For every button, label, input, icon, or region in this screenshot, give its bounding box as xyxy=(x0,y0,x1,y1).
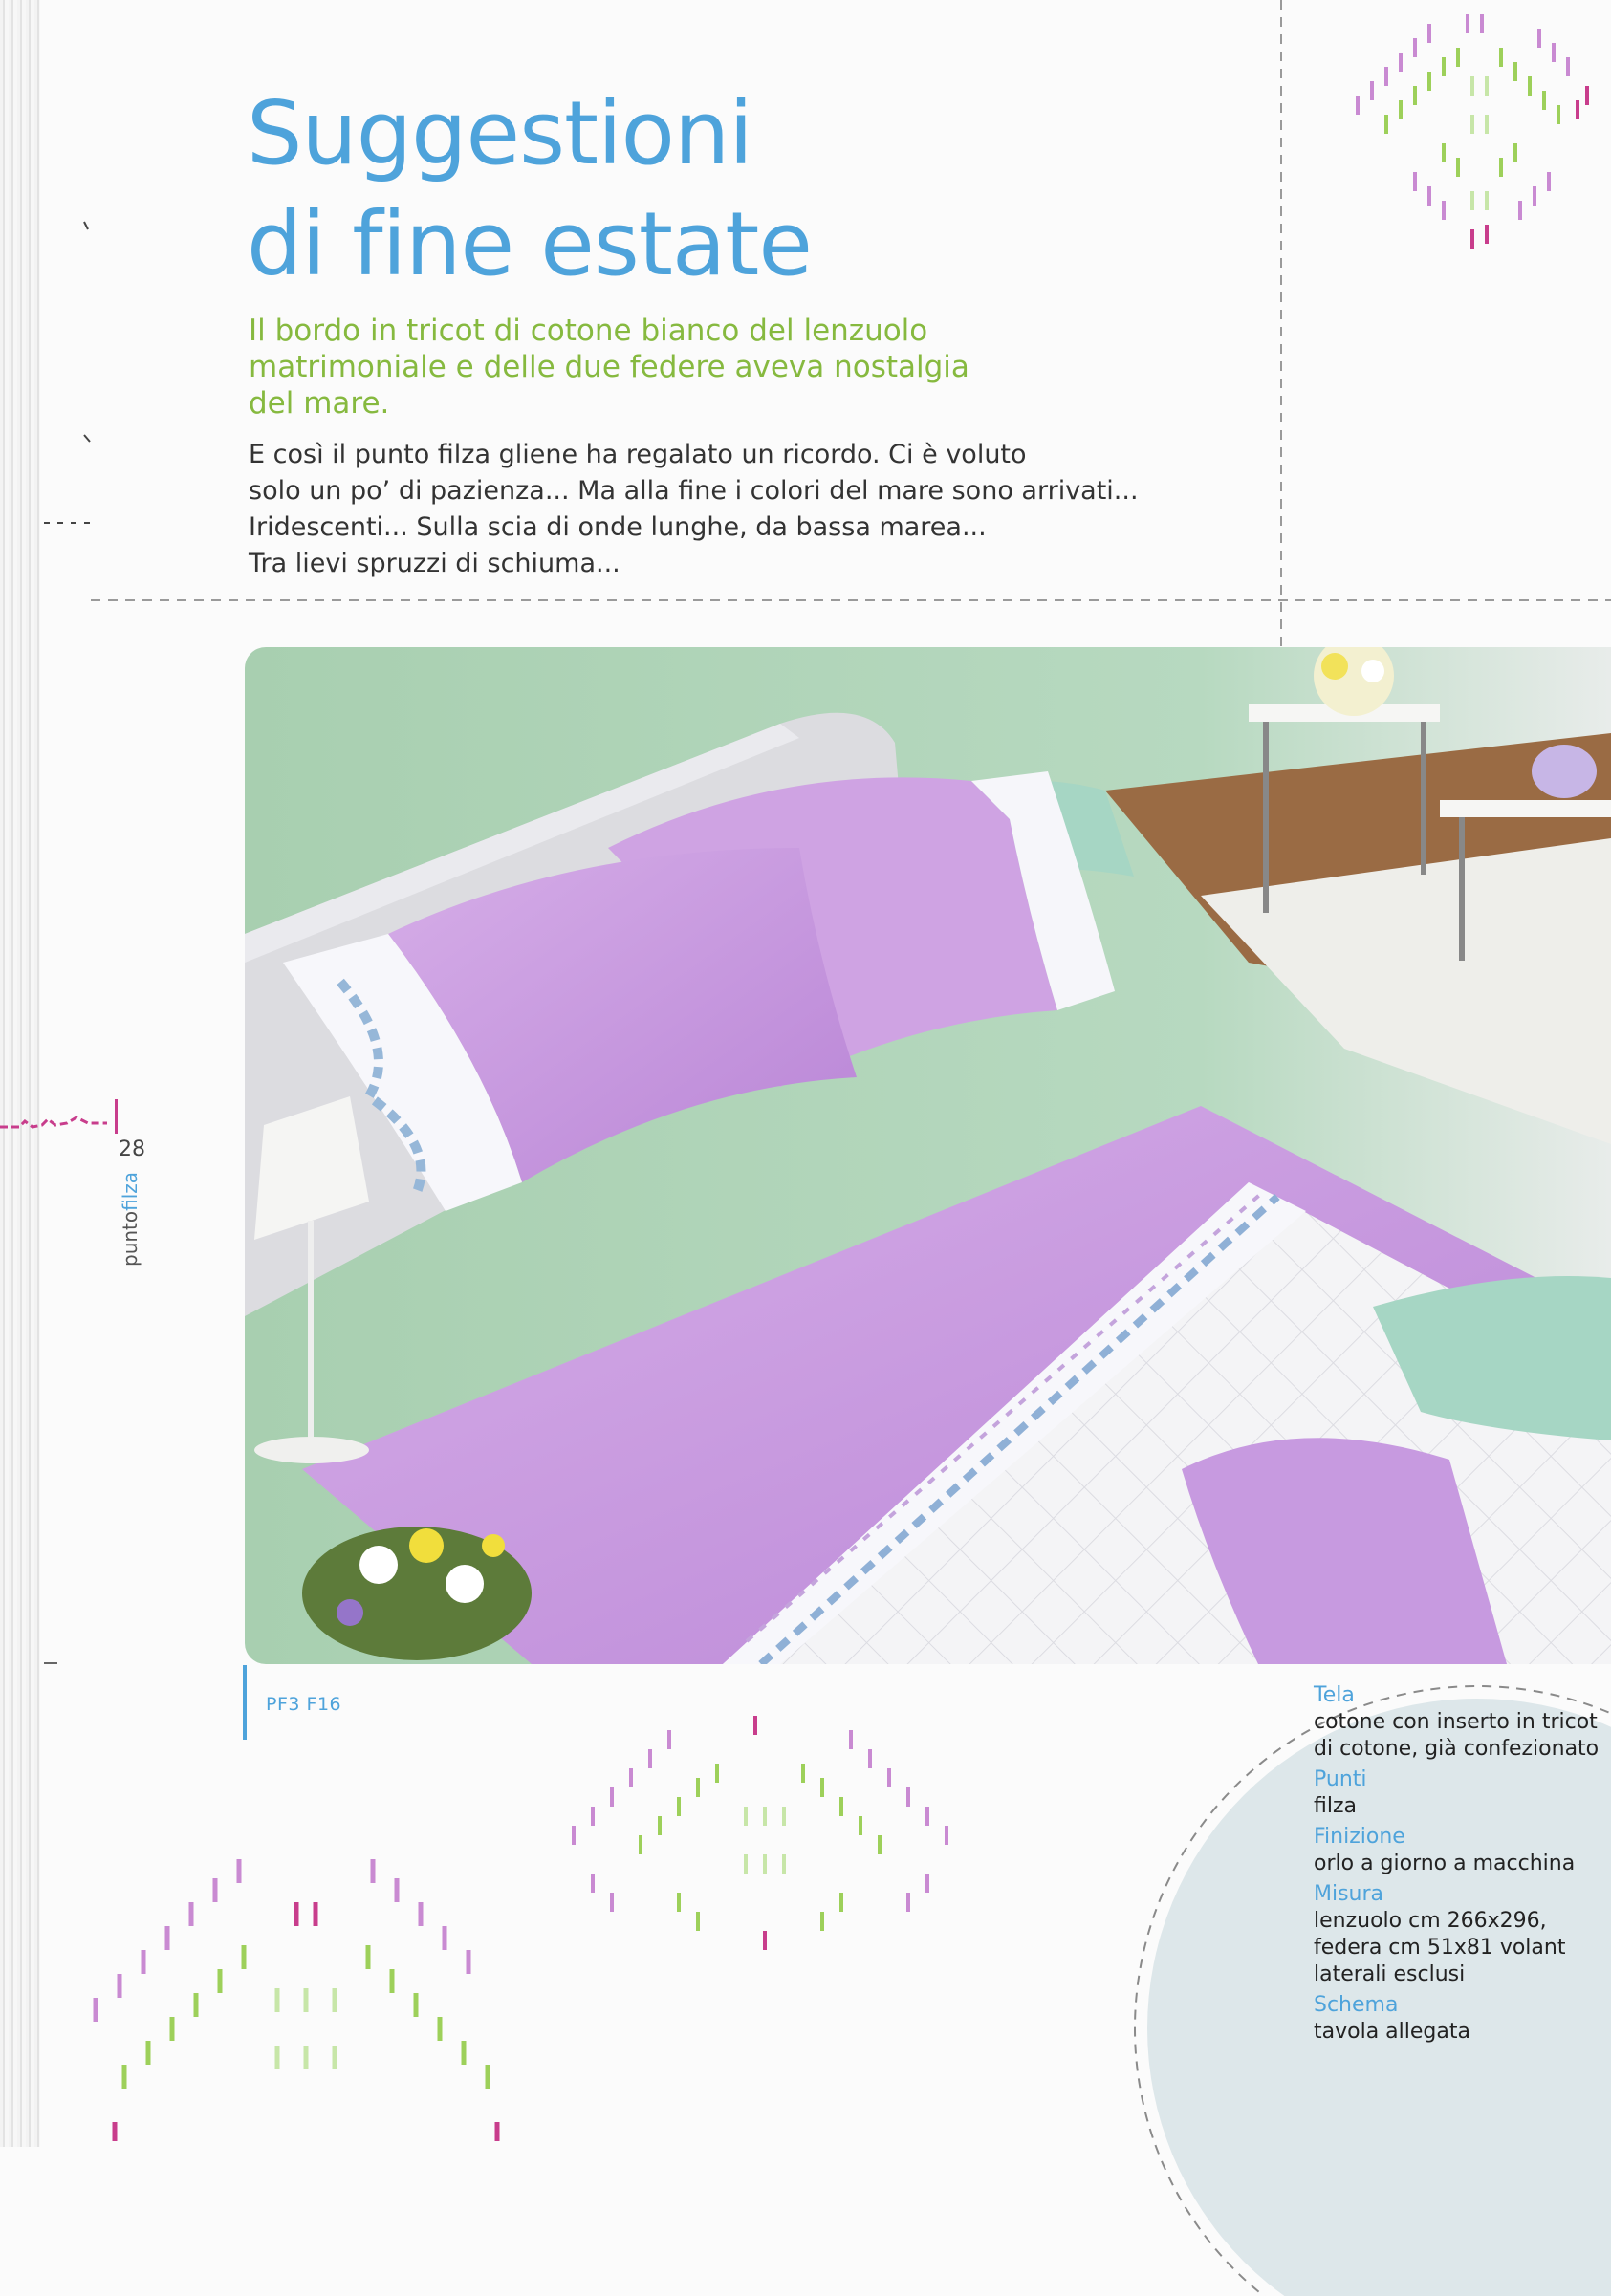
spec-value-punti: filza xyxy=(1314,1794,1357,1818)
section-marker xyxy=(0,1104,120,1142)
body-line-3: Iridescenti... Sulla scia di onde lunghe, da bassa marea... xyxy=(249,512,987,542)
subtitle xyxy=(249,313,1205,422)
bedroom-photo xyxy=(245,647,1611,1664)
title-line-1: Suggestioni xyxy=(247,82,752,184)
spec-label-punti: Punti xyxy=(1314,1767,1367,1791)
spec-value-tela: cotone con inserto in tricot di cotone, già confezionato xyxy=(1314,1710,1600,1761)
stitch-motif-bottom-left xyxy=(86,1845,545,2147)
spec-value-schema: tavola allegata xyxy=(1314,2020,1470,2044)
spec-label-tela: Tela xyxy=(1314,1683,1355,1707)
spec-label-finizione: Finizione xyxy=(1314,1825,1405,1849)
specs-panel xyxy=(1314,1682,1600,2049)
section-label-part-1: punto xyxy=(119,1210,142,1267)
body-paragraph xyxy=(249,437,1300,582)
body-line-4: Tra lievi spruzzi di schiuma... xyxy=(249,549,620,578)
stitch-motif-bottom-center xyxy=(564,1711,966,1960)
body-line-2: solo un po’ di pazienza... Ma alla fine i colori del mare sono arrivati... xyxy=(249,476,1139,506)
title-line-2: di fine estate xyxy=(247,193,812,295)
spec-label-schema: Schema xyxy=(1314,1993,1399,2017)
subtitle-line-2: matrimoniale e delle due federe aveva nostalgia xyxy=(249,350,969,384)
page-number: 28 xyxy=(119,1137,145,1161)
spec-value-finizione: orlo a giorno a macchina xyxy=(1314,1852,1576,1875)
spec-value-misura: lenzuolo cm 266x296, federa cm 51x81 volant laterali esclusi xyxy=(1314,1909,1566,1986)
subtitle-line-3: del mare. xyxy=(249,386,390,421)
stitch-motif-top-right xyxy=(1348,10,1597,258)
page-title xyxy=(247,78,812,300)
photo-code: PF3 F16 xyxy=(266,1694,342,1715)
photo-code-bar xyxy=(243,1665,247,1740)
section-label-part-2: filza xyxy=(119,1171,142,1211)
body-line-1: E così il punto filza gliene ha regalato un ricordo. Ci è voluto xyxy=(249,440,1027,469)
section-bar xyxy=(115,1099,118,1134)
spec-label-misura: Misura xyxy=(1314,1882,1384,1906)
section-label xyxy=(119,1109,157,1281)
subtitle-line-1: Il bordo in tricot di cotone bianco del lenzuolo xyxy=(249,314,928,348)
